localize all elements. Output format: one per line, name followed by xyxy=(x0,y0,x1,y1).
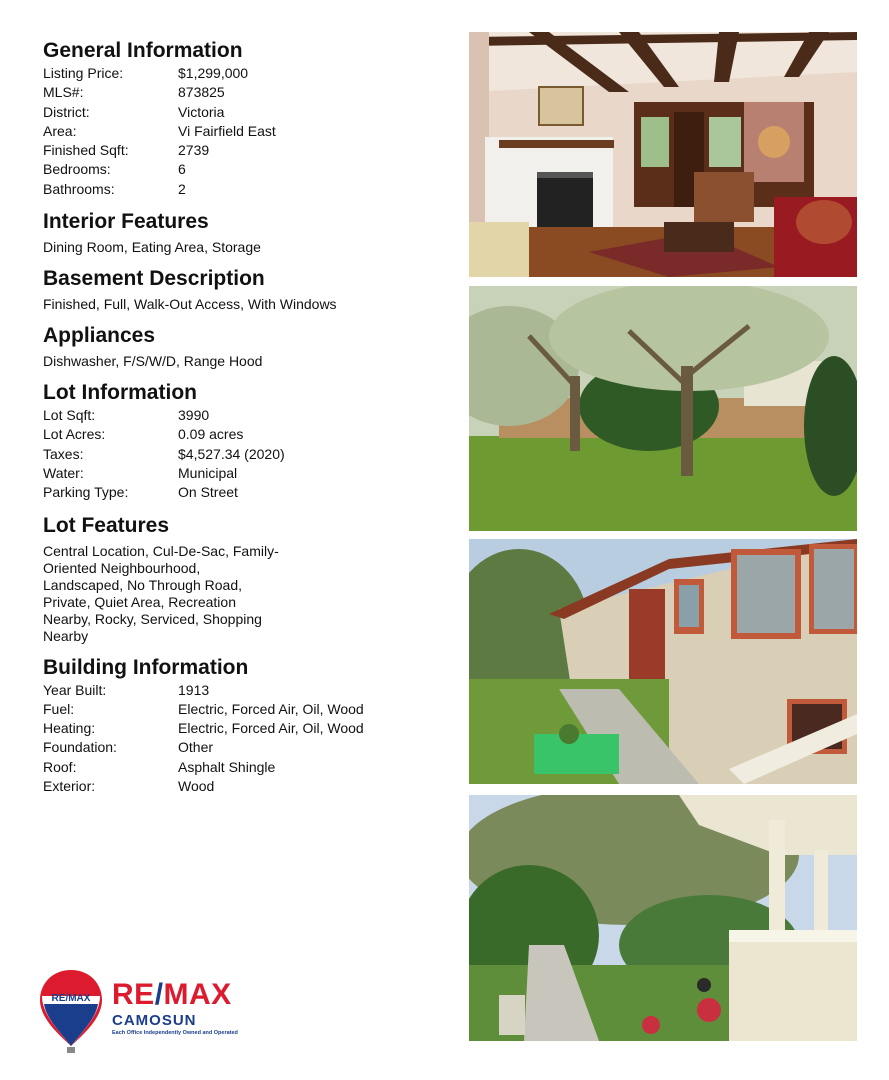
balloon-text: RE/MAX xyxy=(51,993,91,1004)
field-label: Foundation: xyxy=(43,739,117,756)
field-value: Asphalt Shingle xyxy=(178,758,276,775)
field-value: 6 xyxy=(178,161,186,178)
field-value: Electric, Forced Air, Oil, Wood xyxy=(178,720,364,737)
field-value: $4,527.34 (2020) xyxy=(178,445,285,462)
basement-description-section xyxy=(43,266,443,313)
brand-name xyxy=(112,980,238,1036)
field-label: MLS#: xyxy=(43,84,84,101)
field-label: District: xyxy=(43,103,90,120)
lot-info-list xyxy=(43,406,443,502)
section-title: Basement Description xyxy=(43,267,265,291)
field-label: Year Built: xyxy=(43,681,107,698)
field-value: Victoria xyxy=(178,103,225,120)
office-name: CAMOSUN xyxy=(112,1012,197,1029)
field-value: Electric, Forced Air, Oil, Wood xyxy=(178,700,364,717)
appliances-section xyxy=(43,323,443,370)
lot-features-section xyxy=(43,513,443,645)
field-value: 2 xyxy=(178,180,186,197)
general-info-list xyxy=(43,64,443,199)
section-title: Appliances xyxy=(43,324,156,348)
field-value: On Street xyxy=(178,484,238,501)
living-room-photo xyxy=(469,32,857,277)
field-label: Fuel: xyxy=(43,700,75,717)
section-title: Lot Features xyxy=(43,513,170,537)
section-title: Interior Features xyxy=(43,210,209,234)
brand-max: MAX xyxy=(163,978,232,1011)
field-label: Area: xyxy=(43,122,77,139)
listing-details xyxy=(43,38,443,806)
field-label: Listing Price: xyxy=(43,65,124,81)
field-label: Finished Sqft: xyxy=(43,142,129,159)
interior-features-text: Dining Room, Eating Area, Storage xyxy=(43,239,261,256)
field-label: Heating: xyxy=(43,720,96,737)
porch-garden-photo xyxy=(469,795,857,1041)
section-title: Lot Information xyxy=(43,381,197,405)
appliances-text: Dishwasher, F/S/W/D, Range Hood xyxy=(43,353,263,370)
field-value: Vi Fairfield East xyxy=(178,122,276,139)
brand-re: RE xyxy=(112,978,155,1011)
field-value: Municipal xyxy=(178,464,238,481)
building-info-list xyxy=(43,681,443,797)
general-information-section xyxy=(43,38,443,199)
backyard-photo xyxy=(469,286,857,531)
field-label: Bedrooms: xyxy=(43,161,111,178)
field-label: Exterior: xyxy=(43,778,96,795)
field-value: 2739 xyxy=(178,142,210,159)
field-value: 3990 xyxy=(178,407,210,424)
field-label: Lot Sqft: xyxy=(43,407,96,424)
field-label: Water: xyxy=(43,464,84,481)
section-title: Building Information xyxy=(43,655,249,679)
office-tagline: Each Office Independently Owned and Operated xyxy=(112,1030,238,1036)
field-value: $1,299,000 xyxy=(178,65,249,81)
field-value: 873825 xyxy=(178,84,225,101)
building-information-section xyxy=(43,655,443,797)
lot-information-section xyxy=(43,380,443,502)
lot-features-text: Central Location, Cul-De-Sac, Family-Oriented Neighbourhood, Landscaped, No Through Road, Private, Quiet Area, Recreation Nearby, Rocky, Serviced, Shopping Nearby xyxy=(43,542,279,644)
field-value: Other xyxy=(178,739,214,756)
house-exterior-photo xyxy=(469,539,857,784)
interior-features-section xyxy=(43,209,443,256)
field-value: Wood xyxy=(178,778,215,795)
field-label: Parking Type: xyxy=(43,484,129,501)
field-label: Roof: xyxy=(43,758,77,775)
brand-slash: / xyxy=(154,978,164,1011)
field-value: 1913 xyxy=(178,681,210,698)
field-label: Lot Acres: xyxy=(43,426,106,443)
field-value: 0.09 acres xyxy=(178,426,244,443)
section-title: General Information xyxy=(43,39,243,62)
field-label: Taxes: xyxy=(43,445,84,462)
field-label: Bathrooms: xyxy=(43,180,115,197)
basement-description-text: Finished, Full, Walk-Out Access, With Windows xyxy=(43,296,337,313)
